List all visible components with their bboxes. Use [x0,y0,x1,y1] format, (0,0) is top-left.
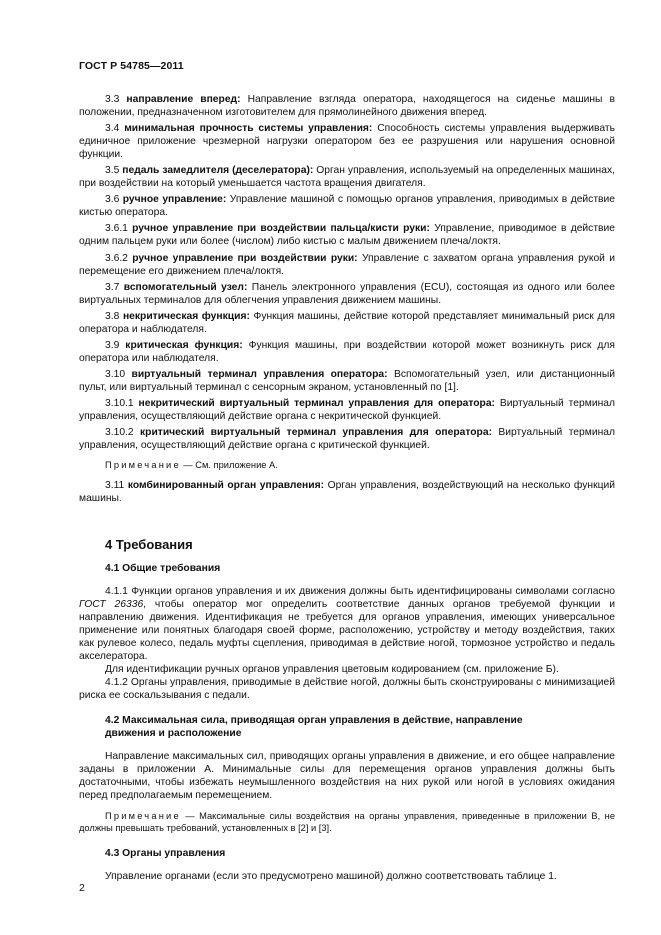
paragraph-color-coding: Для идентификации ручных органов управления цветовым кодированием (см. приложение Б). [105,664,559,676]
definition-number: 3.10.1 [105,397,134,409]
definition-term: критический виртуальный терминал управления для оператора: [140,427,492,439]
definition-3-10-2 [79,426,615,452]
paragraph-4-1-2: 4.1.2 Органы управления, приводимые в действие ногой, должны быть сконструированы с минимизацией риска ее соскальзывания с педали. [79,677,615,702]
definition-term: ручное управление: [122,194,227,206]
definition-number: 3.7 [105,281,120,293]
paragraph-4-2: Направление максимальных сил, приводящих органы управления в движение, и его общее направление заданы в приложении А. Минимальные силы для перемещения органов управления должны быть достаточными, чтобы избежать неумышленного воздействия на них рукой или ногой в условиях ожидания перед предполагаемым перемещением. [79,751,615,802]
definition-text: Функция машины, действие которой представляет минимальный риск для оператора и наблюдателя. [79,310,615,335]
definition-number: 3.6.1 [105,223,128,235]
definition-number: 3.6.2 [105,252,128,264]
paragraph-text: 4.1.1 Функции органов управления и их движения должны быть идентифицированы символами согласно [105,585,615,597]
definition-number: 3.8 [105,310,120,322]
definition-text: Панель электронного управления (ECU), состоящая из одного или более виртуальных терминалов для облегчения управления движением машины. [79,281,615,306]
section-4-2-heading [105,714,615,740]
definition-text: Управление, приводимое в действие одним пальцем руки или более (числом) либо кистью с малым движением плеча/локтя. [79,223,615,248]
definition-text: Виртуальный терминал управления, осуществляющий действие органа с некритической функцией. [79,397,615,423]
definition-text: Орган управления, используемый на определенных машинах, при воздействии на который уменьшается частота вращения двигателя. [79,165,615,190]
paragraph-4-3: Управление органами (если это предусмотрено машиной) должно соответствовать таблице 1. [105,870,557,882]
definition-number: 3.11 [105,479,125,491]
definition-3-7 [79,281,615,307]
definition-text: Функция машины, при воздействии которой может возникнуть риск для оператора или наблюдателя. [79,339,615,364]
definition-text: Управление машиной с помощью органов управления, приводимых в действие кистью оператора. [79,194,615,219]
note-label: Примечание [105,460,181,471]
note-label: Примечание [105,810,181,821]
definition-text: Вспомогательный узел, или дистанционный пульт, или виртуальный терминал с сенсорным экраном, установленный по [1]. [79,368,615,393]
definition-3-6-1 [79,222,615,248]
definition-term: критическая функция: [125,339,243,351]
definition-term: минимальная прочность системы управления: [124,123,373,135]
section-4-3-heading: 4.3 Органы управления [105,847,226,859]
note-text: — См. приложение А. [180,460,278,471]
definition-term: ручное управление при воздействии руки: [132,252,358,264]
definition-text: Виртуальный терминал управления, осуществляющий действие органа с критической функцией. [79,427,615,452]
section-4-2-heading-line2: движения и расположение [105,728,242,740]
note-annex-a [79,459,615,472]
definition-term: ручное управление при воздействии пальца/кисти руки: [132,223,430,235]
definition-3-6 [79,193,615,219]
definition-term: вспомогательный узел: [123,281,248,293]
paragraph-text: , чтобы оператор мог определить соответствие данных органов требуемой функции и направлению движения. Идентификация не требуется для органов управления, имеющих универсальное применение или понятных благодаря своей форме, расположению, устройству и методу воздействия, таких как рулевое колесо, педаль муфты сцепления, приводимая в действие ногой, тормозное устройство и педаль акселератора. [79,598,615,663]
definition-3-5 [79,164,615,190]
definition-text: Направление взгляда оператора, находящегося на сиденье машины в положении, предназначенном изготовителем для прямолинейного движения вперед. [79,94,615,119]
document-body [79,93,615,883]
definition-3-6-2 [79,252,615,278]
definition-term: педаль замедлителя (деселератора): [122,165,314,177]
definition-number: 3.6 [105,194,120,206]
definition-text: Способность системы управления выдерживать единичное приложение чрезмерной нагрузки оператором без ее разрушения или нарушения основной функции. [79,123,615,161]
definition-term: комбинированный орган управления: [127,479,325,491]
definition-number: 3.4 [105,123,120,135]
definition-number: 3.9 [105,339,120,351]
definition-term: некритическая функция: [122,310,250,322]
definition-3-10-1 [79,397,615,423]
definition-3-10 [79,368,615,394]
section-4-2-heading-line1: 4.2 Максимальная сила, приводящая орган управления в действие, направление [105,715,523,727]
document-header: ГОСТ Р 54785—2011 [79,60,184,72]
note-annex-v [79,810,615,835]
definition-number: 3.5 [105,165,120,177]
definition-3-9 [79,339,615,365]
definition-3-8 [79,310,615,336]
definition-term: направление вперед: [126,94,241,105]
page-number: 2 [79,882,85,894]
definition-text: Орган управления, воздействующий на несколько функций машины. [79,479,615,504]
note-text: — Максимальные силы воздействия на органы управления, приведенные в приложении В, не должны превышать требований, установленных в [2] и [3]. [79,810,615,834]
definition-text: Управление с захватом органа управления рукой и перемещение его движением плеча/локтя. [79,252,615,277]
definition-number: 3.3 [105,94,120,105]
definition-term: виртуальный терминал управления оператора: [131,368,388,380]
definition-3-4 [79,122,615,161]
definition-term: некритический виртуальный терминал управления для оператора: [138,397,495,409]
standard-reference: ГОСТ 26336 [79,598,144,610]
definition-number: 3.10.2 [105,427,134,439]
definitions-list [79,93,615,452]
section-4-heading: 4 Требования [105,536,193,552]
definition-3-3 [79,93,615,119]
section-4-1-heading: 4.1 Общие требования [105,562,221,574]
paragraph-4-1-1 [79,585,615,663]
definition-number: 3.10 [105,368,126,380]
definition-3-11 [79,479,615,505]
